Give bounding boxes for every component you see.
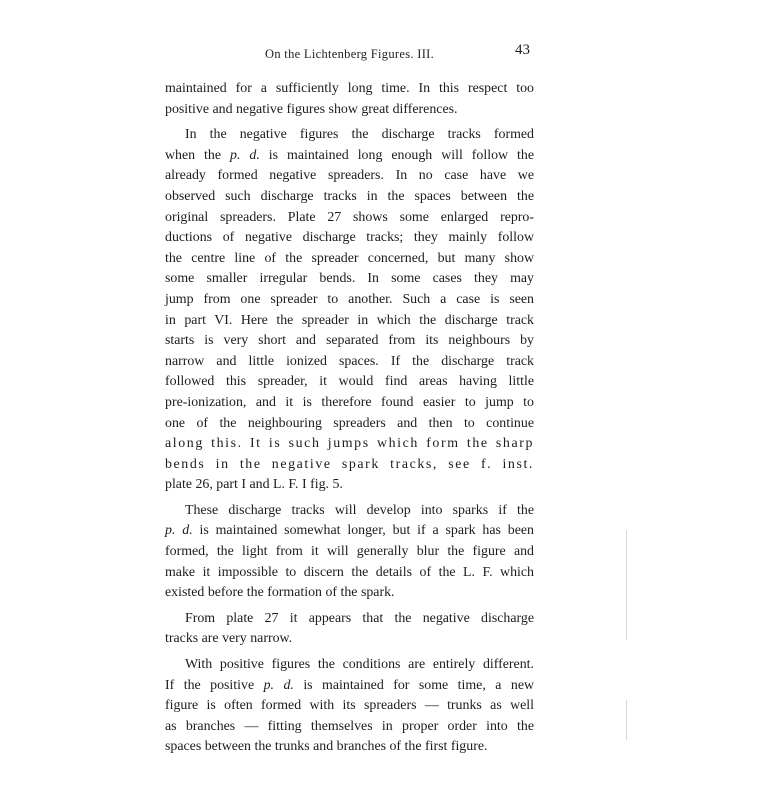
text-line: jump from one spreader to another. Such a case is seen (165, 291, 534, 307)
text-line: If the positive p. d. is maintained for some time, a new (165, 677, 535, 693)
text-line: narrow and little ionized spaces. If the discharge track (165, 353, 534, 369)
paragraph (165, 609, 534, 650)
text-line: make it impossible to discern the details of the L. F. which (165, 564, 534, 580)
text-line: spaces between the trunks and branches of the first figure. (165, 739, 488, 755)
scan-artifact (626, 530, 627, 640)
text-line: starts is very short and separated from its neighbours by (165, 333, 534, 349)
text-line: as branches — fitting themselves in proper order into the (165, 718, 534, 734)
text-line: bends in the negative spark tracks, see f. inst. (165, 456, 534, 472)
text-line: p. d. is maintained somewhat longer, but if a spark has been (165, 523, 535, 539)
text-line: ductions of negative discharge tracks; they mainly follow (165, 230, 534, 246)
text-line: In the negative figures the discharge tracks formed (185, 127, 534, 143)
text-line: in part VI. Here the spreader in which the discharge track (165, 312, 534, 328)
running-head: On the Lichtenberg Figures. III. (265, 47, 435, 61)
text-line: plate 26, part I and L. F. I fig. 5. (165, 477, 343, 493)
text-line: one of the neighbouring spreaders and then to continue (165, 415, 534, 431)
text-line: positive and negative figures show great differences. (165, 101, 458, 117)
text-line: pre-ionization, and it is therefore found easier to jump to (165, 394, 534, 410)
text-line: existed before the formation of the spark. (165, 585, 395, 601)
text-line: formed, the light from it will generally blur the figure and (165, 544, 534, 560)
text-line: maintained for a sufficiently long time. In this respect too (165, 81, 534, 96)
text-line: along this. It is such jumps which form the sharp (165, 436, 534, 452)
text-line: already formed negative spreaders. In no case have we (165, 168, 534, 184)
paragraph (165, 79, 534, 120)
text-line: when the p. d. is maintained long enough will follow the (165, 147, 534, 163)
scan-artifact (626, 700, 627, 740)
text-line: some smaller irregular bends. In some cases they may (165, 271, 534, 287)
text-line: From plate 27 it appears that the negative discharge (185, 610, 534, 626)
body-text (165, 79, 534, 763)
text-line: original spreaders. Plate 27 shows some enlarged repro- (165, 209, 534, 225)
paragraph (165, 125, 534, 496)
text-line: the centre line of the spreader concerned, but many show (165, 250, 534, 266)
text-line: With positive figures the conditions are entirely different. (185, 657, 534, 673)
text-line: observed such discharge tracks in the spaces between the (165, 188, 534, 204)
page-number: 43 (515, 42, 530, 58)
paragraph (165, 655, 534, 758)
text-line: figure is often formed with its spreaders — trunks as well (165, 698, 534, 714)
paragraph (165, 501, 534, 604)
text-line: followed this spreader, it would find areas having little (165, 374, 534, 390)
text-line: These discharge tracks will develop into sparks if the (185, 502, 534, 518)
text-line: tracks are very narrow. (165, 631, 293, 647)
